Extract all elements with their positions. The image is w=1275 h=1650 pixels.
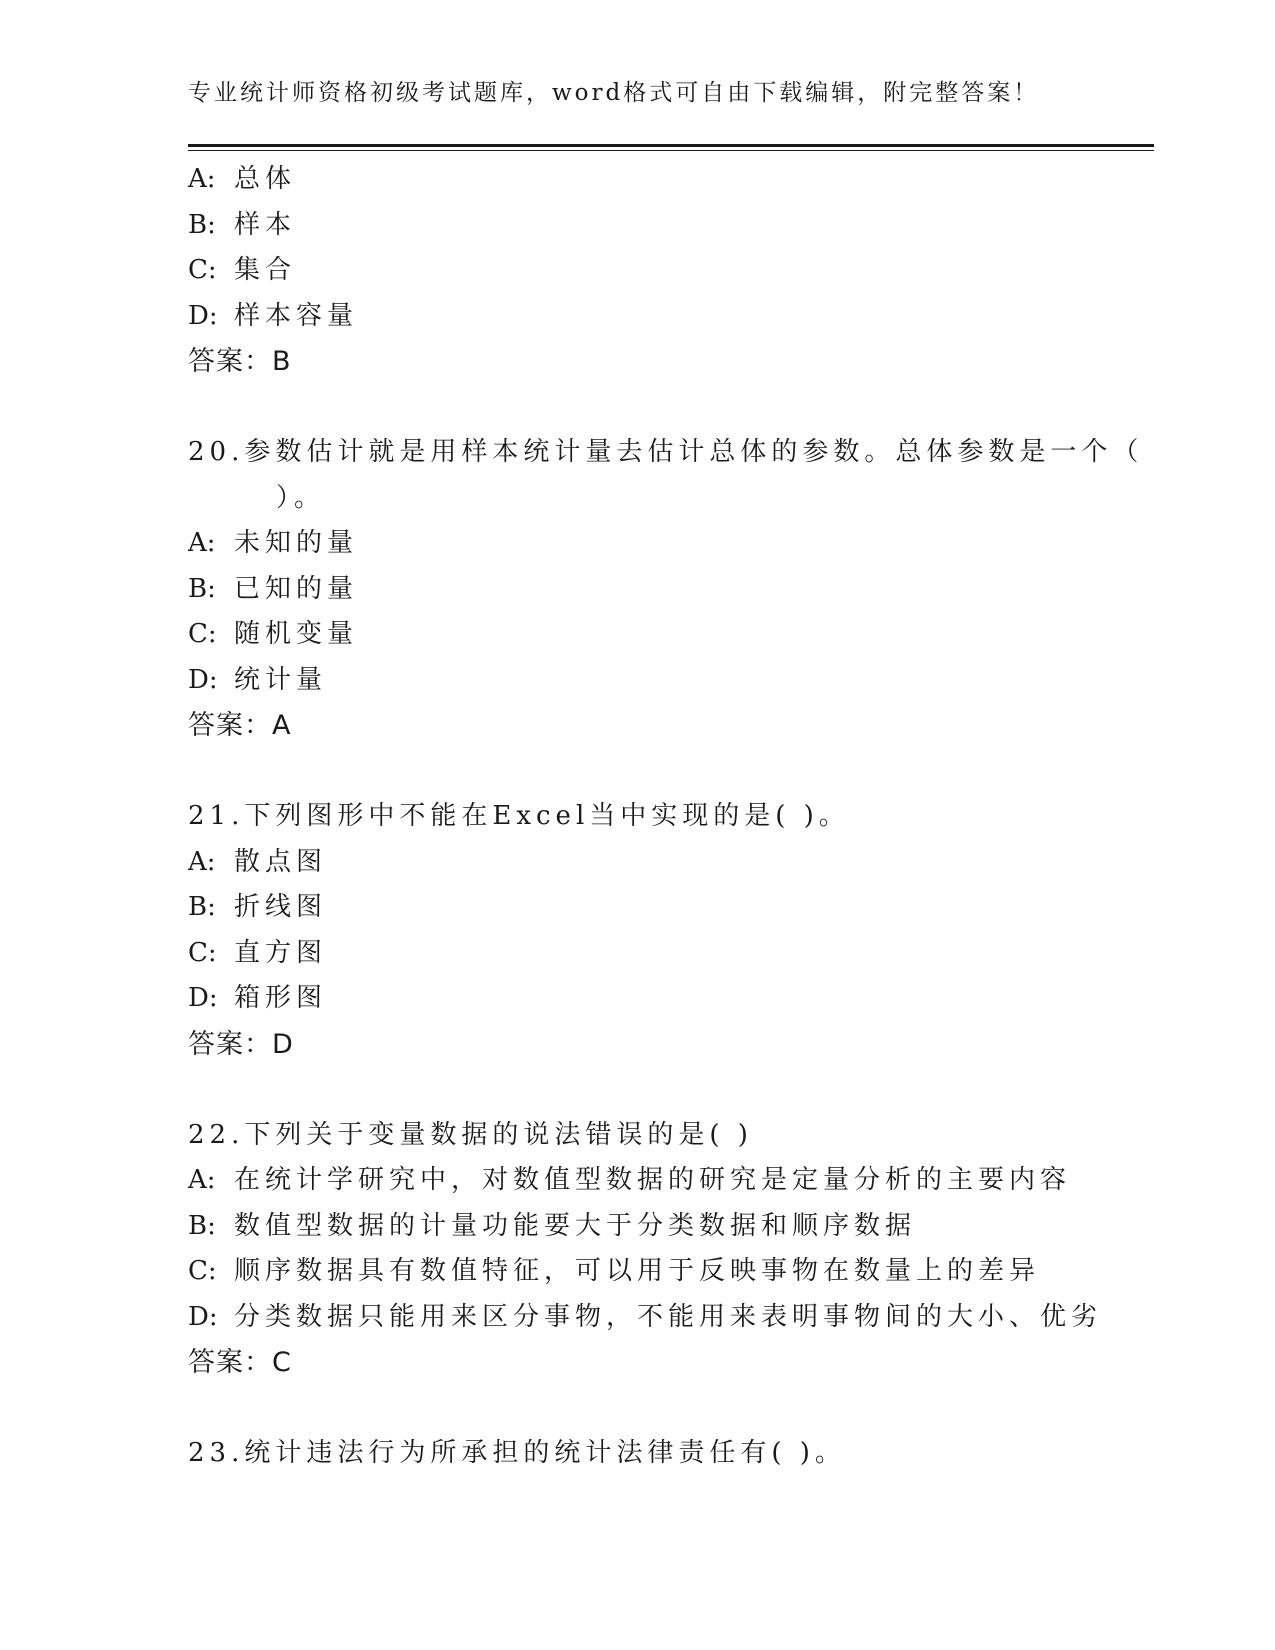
option-text: 样本 (234, 209, 297, 240)
option-key: C: (188, 1256, 217, 1286)
question-stem: 20.参数估计就是用样本统计量去估计总体的参数。总体参数是一个（ (188, 437, 1144, 467)
option-key: B: (188, 1210, 216, 1241)
option-key: B: (188, 892, 216, 922)
option-key: A: (188, 164, 216, 194)
option-text: 散点图 (234, 846, 328, 877)
header-divider-thick (188, 144, 1154, 147)
option-b (188, 1204, 1088, 1250)
option-c (188, 612, 1088, 658)
option-text: 分类数据只能用来区分事物，不能用来表明事物间的大小、优劣 (234, 1301, 1103, 1332)
option-text: 集合 (234, 255, 297, 285)
option-d (188, 294, 1088, 340)
option-key: B: (188, 209, 216, 240)
option-text: 样本容量 (234, 300, 359, 331)
option-key: A: (188, 1165, 216, 1195)
option-d (188, 658, 1088, 704)
spacer (188, 749, 1088, 795)
option-key: D: (188, 664, 218, 695)
option-key: C: (188, 937, 217, 968)
question-stem-continued: ）。 (276, 482, 326, 513)
option-text: 未知的量 (234, 528, 359, 558)
option-d (188, 1295, 1103, 1341)
question-22 (188, 1113, 1103, 1386)
question-20 (188, 430, 1144, 749)
spacer (188, 1067, 1088, 1113)
spacer (188, 1386, 1088, 1432)
option-b (188, 567, 1088, 613)
option-b (188, 885, 1088, 931)
answer-line: 答案：B (188, 346, 292, 377)
question-19 (188, 157, 1088, 385)
answer-line: 答案：A (188, 710, 292, 741)
option-c (188, 931, 1088, 977)
option-text: 统计量 (234, 664, 328, 695)
option-text: 总体 (234, 164, 297, 194)
question-stem: 22.下列关于变量数据的说法错误的是( ) (188, 1119, 753, 1150)
option-text: 折线图 (234, 892, 328, 922)
option-c (188, 248, 1088, 294)
question-stem: 21.下列图形中不能在Excel当中实现的是( )。 (188, 801, 850, 831)
question-stem: 23.统计违法行为所承担的统计法律责任有( )。 (188, 1438, 846, 1468)
option-c (188, 1249, 1088, 1295)
page-header-title: 专业统计师资格初级考试题库，word格式可自由下载编辑，附完整答案！ (188, 80, 1040, 106)
option-key: A: (188, 846, 216, 877)
option-text: 已知的量 (234, 573, 359, 604)
option-key: B: (188, 573, 216, 604)
option-text: 在统计学研究中，对数值型数据的研究是定量分析的主要内容 (234, 1165, 1072, 1195)
option-b (188, 203, 1088, 249)
question-list (188, 157, 1144, 1477)
option-text: 直方图 (234, 937, 328, 968)
option-a (188, 157, 1088, 203)
answer-line: 答案：C (188, 1347, 292, 1378)
option-text: 顺序数据具有数值特征，可以用于反映事物在数量上的差异 (234, 1256, 1041, 1286)
option-text: 数值型数据的计量功能要大于分类数据和顺序数据 (234, 1210, 917, 1241)
spacer (188, 385, 1088, 431)
option-key: D: (188, 300, 218, 331)
option-a (188, 840, 1088, 886)
option-key: C: (188, 619, 217, 649)
question-21 (188, 794, 1088, 1067)
answer-line: 答案：D (188, 1028, 294, 1060)
option-key: D: (188, 983, 218, 1013)
option-a (188, 521, 1088, 567)
option-key: D: (188, 1301, 218, 1332)
option-a (188, 1158, 1088, 1204)
option-d (188, 976, 1088, 1022)
option-key: A: (188, 528, 216, 558)
option-text: 随机变量 (234, 619, 359, 649)
question-23 (188, 1431, 1088, 1477)
option-key: C: (188, 255, 217, 285)
option-text: 箱形图 (234, 983, 328, 1013)
header-divider-thin (188, 150, 1154, 151)
